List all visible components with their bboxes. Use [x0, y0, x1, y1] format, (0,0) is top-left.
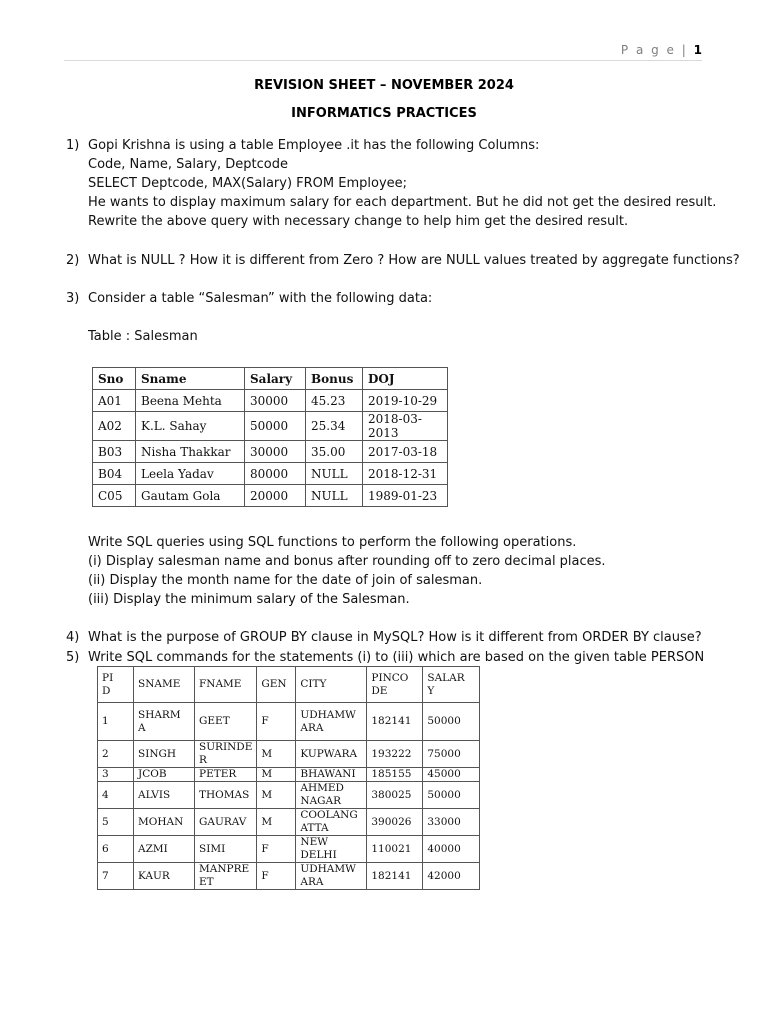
cell-text: F	[261, 842, 269, 855]
cell-text: 5	[102, 815, 109, 828]
cell-text: GEN	[261, 678, 287, 690]
table-cell	[423, 863, 480, 890]
table-cell: 35.00	[306, 441, 363, 463]
table-cell: NULL	[306, 463, 363, 485]
table-cell	[367, 836, 423, 863]
column-header: Bonus	[306, 368, 363, 390]
table-row	[93, 441, 448, 463]
table-cell: 2017-03-18	[363, 441, 448, 463]
instruction-text: (i) Display salesman name and bonus after rounding off to zero decimal places.	[88, 554, 606, 569]
cell-text: 4	[102, 788, 109, 801]
cell-text: SNAME	[138, 678, 181, 690]
table-cell: K.L. Sahay	[136, 412, 245, 441]
table-row	[93, 485, 448, 507]
table-cell: 50000	[245, 412, 306, 441]
cell-text: 3	[102, 768, 109, 780]
cell-text: BHAWANI	[300, 768, 356, 780]
cell-text: GEET	[199, 715, 230, 727]
table-cell	[257, 836, 296, 863]
cell-text: 110021	[371, 842, 412, 855]
column-header	[367, 667, 423, 703]
table-cell	[195, 703, 257, 741]
table-cell	[134, 863, 195, 890]
cell-text: MANPRE	[199, 863, 250, 875]
cell-text: 6	[102, 842, 109, 855]
table-cell	[296, 782, 367, 809]
cell-text: AZMI	[138, 842, 168, 855]
table-cell: 2018-12-31	[363, 463, 448, 485]
table-cell	[195, 741, 257, 768]
table-cell: 20000	[245, 485, 306, 507]
table-cell: A02	[93, 412, 136, 441]
table-cell	[134, 768, 195, 782]
table-row	[98, 863, 480, 890]
cell-text: 33000	[427, 815, 461, 828]
cell-text: 185155	[371, 768, 412, 780]
table-cell	[296, 836, 367, 863]
table-header-row	[98, 667, 480, 703]
cell-text: SALAR	[427, 671, 465, 684]
table-cell	[134, 741, 195, 768]
question-3-instructions	[66, 533, 726, 609]
cell-text: 50000	[427, 788, 461, 801]
table-cell: 30000	[245, 441, 306, 463]
table-cell: NULL	[306, 485, 363, 507]
question-number: 5)	[66, 650, 80, 665]
table-cell	[98, 741, 134, 768]
table-cell: B03	[93, 441, 136, 463]
table-cell: 80000	[245, 463, 306, 485]
cell-text: ATTA	[300, 822, 329, 834]
table-cell	[98, 809, 134, 836]
table-cell	[134, 782, 195, 809]
table-cell	[296, 703, 367, 741]
cell-text: SURINDE	[199, 741, 253, 753]
table-cell	[296, 863, 367, 890]
table-cell: 2018-03-2013	[363, 412, 448, 441]
cell-text: 2	[102, 747, 109, 760]
table-cell: Gautam Gola	[136, 485, 245, 507]
table-cell	[367, 768, 423, 782]
table-cell	[423, 836, 480, 863]
question-number: 3)	[66, 291, 80, 306]
table-cell: B04	[93, 463, 136, 485]
cell-text: PETER	[199, 768, 237, 780]
table-cell	[98, 703, 134, 741]
cell-text: SHARM	[138, 708, 181, 721]
table-cell	[296, 741, 367, 768]
cell-text: PI	[102, 671, 114, 684]
cell-text: CITY	[300, 678, 327, 690]
cell-text: JCOB	[138, 768, 167, 780]
table-cell	[423, 703, 480, 741]
table-cell	[367, 782, 423, 809]
table-cell	[98, 863, 134, 890]
table-caption-row	[66, 327, 726, 346]
cell-text: 40000	[427, 842, 461, 855]
table-cell	[98, 768, 134, 782]
table-cell: 2019-10-29	[363, 390, 448, 412]
table-cell	[134, 703, 195, 741]
cell-text: NEW	[300, 836, 329, 848]
page-number-value: 1	[693, 43, 702, 57]
cell-text: 45000	[427, 768, 461, 780]
cell-text: ARA	[300, 876, 324, 888]
cell-text: 380025	[371, 788, 412, 801]
question-number: 1)	[66, 138, 80, 153]
table-cell	[195, 863, 257, 890]
table-cell	[367, 741, 423, 768]
question-2	[66, 251, 740, 270]
cell-text: 182141	[371, 715, 412, 727]
sheet-title: REVISION SHEET – NOVEMBER 2024	[254, 78, 514, 93]
question-5	[66, 648, 726, 667]
column-header	[134, 667, 195, 703]
table-cell	[296, 768, 367, 782]
table-cell	[134, 809, 195, 836]
cell-text: A	[138, 721, 146, 734]
subject-title: INFORMATICS PRACTICES	[291, 106, 477, 121]
table-row	[98, 703, 480, 741]
table-cell	[257, 741, 296, 768]
column-header: Sname	[136, 368, 245, 390]
question-text: Consider a table “Salesman” with the following data:	[88, 291, 433, 306]
header-divider	[64, 60, 702, 61]
cell-text: 390026	[371, 815, 412, 828]
table-cell: A01	[93, 390, 136, 412]
question-text: SELECT Deptcode, MAX(Salary) FROM Employee;	[88, 176, 408, 191]
cell-text: Y	[427, 684, 435, 697]
question-text: Write SQL commands for the statements (i) to (iii) which are based on the given table PERSON	[88, 650, 705, 665]
table-cell	[134, 836, 195, 863]
cell-text: ET	[199, 876, 214, 888]
cell-text: MOHAN	[138, 815, 184, 828]
cell-text: DE	[371, 684, 388, 697]
cell-text: 182141	[371, 869, 412, 882]
question-text: Rewrite the above query with necessary change to help him get the desired result.	[88, 214, 629, 229]
table-row	[93, 463, 448, 485]
table-cell	[257, 782, 296, 809]
table-cell: Nisha Thakkar	[136, 441, 245, 463]
table-cell	[98, 782, 134, 809]
question-number: 2)	[66, 253, 80, 268]
cell-text: 50000	[427, 715, 461, 727]
table-cell	[367, 863, 423, 890]
cell-text: UDHAMW	[300, 708, 356, 721]
question-text: What is the purpose of GROUP BY clause in MySQL? How is it different from ORDER BY clause?	[88, 630, 702, 645]
salesman-table	[92, 367, 448, 507]
page-word: P a g e	[620, 43, 676, 57]
question-text: What is NULL ? How it is different from Zero ? How are NULL values treated by aggregate functions?	[88, 253, 740, 268]
instruction-text: Write SQL queries using SQL functions to perform the following operations.	[88, 535, 577, 550]
table-caption: Table : Salesman	[88, 329, 198, 344]
table-row	[98, 741, 480, 768]
table-cell	[257, 809, 296, 836]
table-cell: 45.23	[306, 390, 363, 412]
cell-text: SINGH	[138, 747, 177, 760]
table-cell: C05	[93, 485, 136, 507]
table-cell: 1989-01-23	[363, 485, 448, 507]
cell-text: KUPWARA	[300, 747, 358, 760]
column-header: Salary	[245, 368, 306, 390]
cell-text: THOMAS	[199, 788, 250, 801]
question-3	[66, 289, 726, 308]
cell-text: M	[261, 768, 273, 780]
cell-text: PINCO	[371, 671, 409, 684]
column-header	[423, 667, 480, 703]
column-header	[195, 667, 257, 703]
table-cell	[367, 703, 423, 741]
table-cell	[423, 741, 480, 768]
question-number: 4)	[66, 630, 80, 645]
page-number	[621, 43, 702, 57]
table-row	[98, 782, 480, 809]
table-cell: Beena Mehta	[136, 390, 245, 412]
question-1	[66, 136, 726, 231]
cell-text: SIMI	[199, 842, 226, 855]
cell-text: KAUR	[138, 869, 170, 882]
table-cell	[257, 863, 296, 890]
page-separator: |	[681, 43, 688, 57]
question-text: Code, Name, Salary, Deptcode	[88, 157, 288, 172]
cell-text: 42000	[427, 869, 461, 882]
cell-text: M	[261, 815, 273, 828]
column-header	[98, 667, 134, 703]
table-row	[98, 836, 480, 863]
column-header	[296, 667, 367, 703]
table-row	[93, 412, 448, 441]
table-row	[93, 390, 448, 412]
table-cell: Leela Yadav	[136, 463, 245, 485]
cell-text: F	[261, 869, 269, 882]
cell-text: ALVIS	[138, 788, 171, 801]
question-text: He wants to display maximum salary for each department. But he did not get the desired result.	[88, 195, 717, 210]
instruction-text: (ii) Display the month name for the date of join of salesman.	[88, 573, 483, 588]
cell-text: UDHAMW	[300, 863, 356, 875]
question-4	[66, 628, 726, 647]
cell-text: D	[102, 684, 111, 697]
cell-text: DELHI	[300, 849, 337, 861]
cell-text: 1	[102, 715, 109, 727]
cell-text: M	[261, 788, 273, 801]
table-cell	[98, 836, 134, 863]
table-cell	[296, 809, 367, 836]
cell-text: M	[261, 747, 273, 760]
cell-text: GAURAV	[199, 815, 247, 828]
table-cell	[423, 768, 480, 782]
cell-text: NAGAR	[300, 795, 342, 807]
cell-text: ARA	[300, 721, 324, 734]
table-cell	[257, 703, 296, 741]
table-cell	[257, 768, 296, 782]
cell-text: 75000	[427, 747, 461, 760]
table-cell	[423, 809, 480, 836]
cell-text: R	[199, 754, 207, 766]
table-row	[98, 768, 480, 782]
cell-text: 7	[102, 869, 109, 882]
table-cell	[423, 782, 480, 809]
table-cell: 25.34	[306, 412, 363, 441]
table-cell	[195, 768, 257, 782]
cell-text: COOLANG	[300, 809, 358, 821]
table-row	[98, 809, 480, 836]
table-cell	[367, 809, 423, 836]
table-cell	[195, 782, 257, 809]
instruction-text: (iii) Display the minimum salary of the Salesman.	[88, 592, 410, 607]
table-cell: 30000	[245, 390, 306, 412]
cell-text: F	[261, 715, 269, 727]
column-header: DOJ	[363, 368, 448, 390]
table-cell	[195, 836, 257, 863]
table-cell	[195, 809, 257, 836]
person-table	[97, 666, 480, 890]
column-header	[257, 667, 296, 703]
cell-text: FNAME	[199, 678, 242, 690]
table-header-row	[93, 368, 448, 390]
question-text: Gopi Krishna is using a table Employee .it has the following Columns:	[88, 138, 540, 153]
cell-text: 193222	[371, 747, 412, 760]
cell-text: AHMED	[300, 782, 344, 794]
column-header: Sno	[93, 368, 136, 390]
